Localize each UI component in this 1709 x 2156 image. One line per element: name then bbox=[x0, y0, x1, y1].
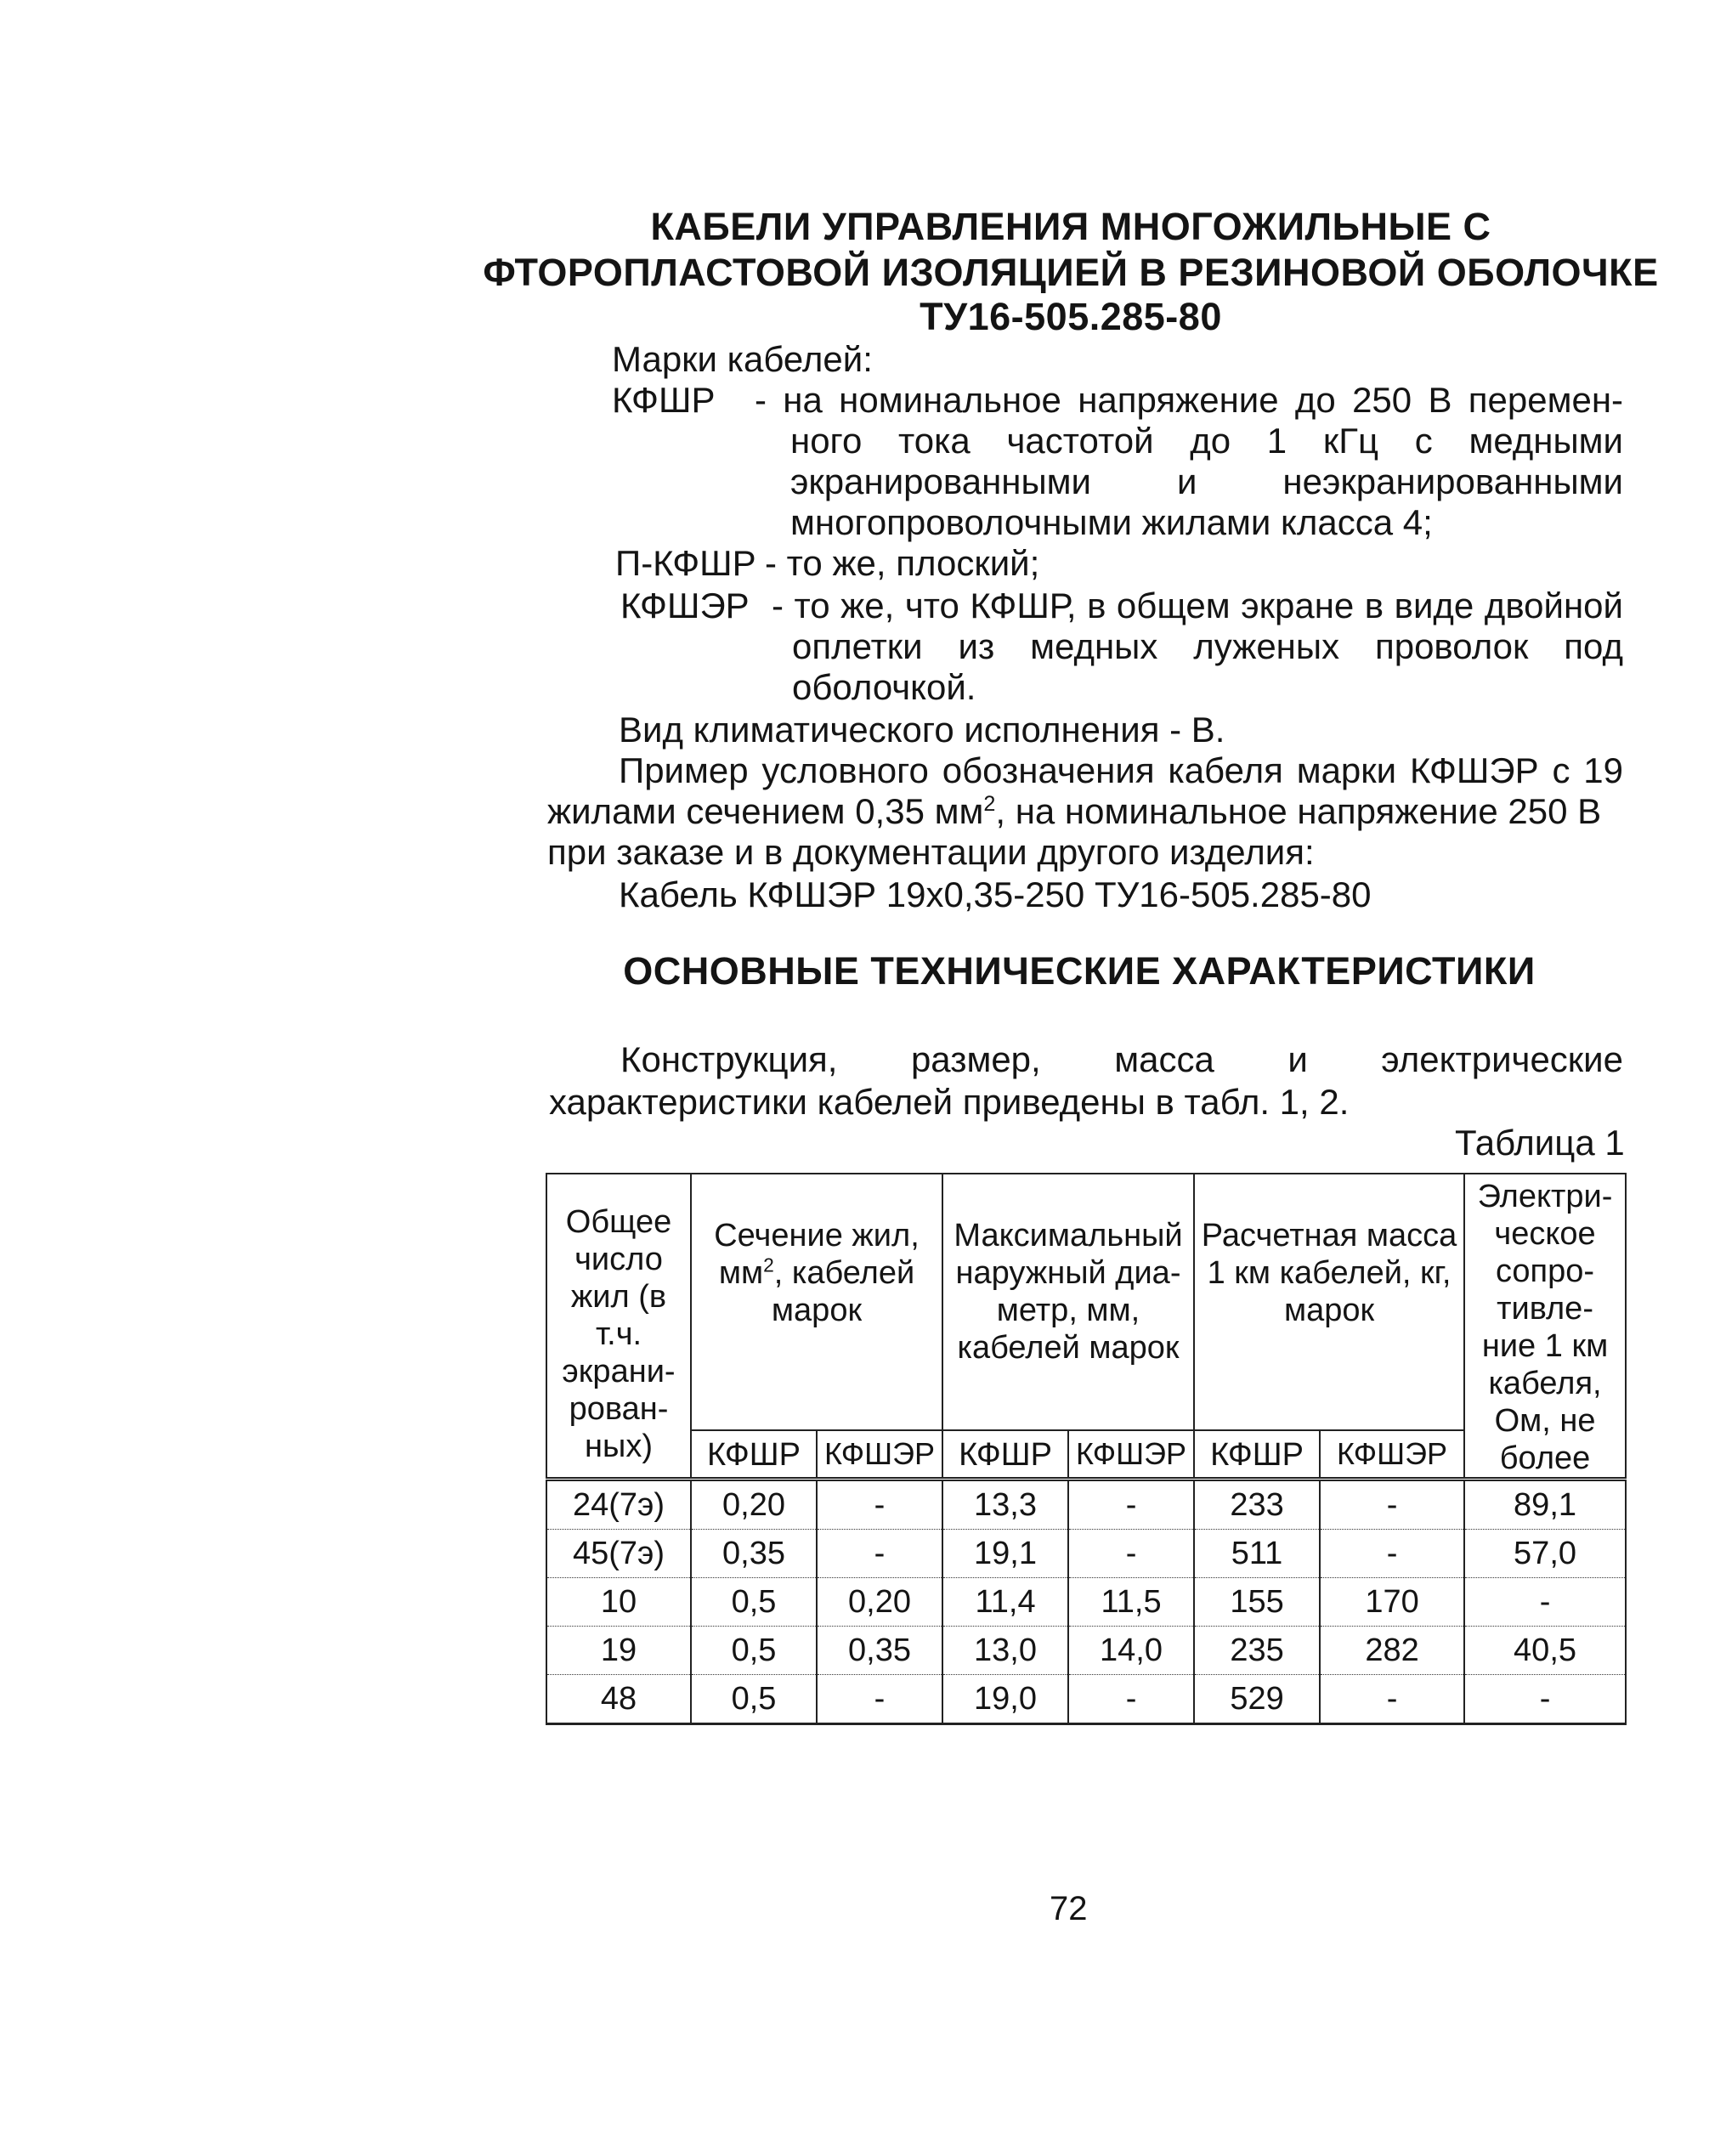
table-cell: 13,3 bbox=[942, 1480, 1068, 1530]
table-row bbox=[546, 1578, 1626, 1627]
table-cell: - bbox=[1068, 1675, 1194, 1724]
example-designation: Кабель КФШЭР 19х0,35-250 ТУ16-505.285-80 bbox=[619, 874, 1372, 914]
table-cell: 48 bbox=[546, 1675, 691, 1724]
table-cell: 235 bbox=[1194, 1627, 1320, 1675]
table-cell: - bbox=[817, 1480, 942, 1530]
brand-mark-kfshr: КФШР bbox=[612, 380, 716, 420]
table-cell: 40,5 bbox=[1464, 1627, 1626, 1675]
header-core-count: Общее число жил (в т.ч. экрани-рован-ных) bbox=[546, 1174, 691, 1480]
example-line-2-text: жилами сечением 0,35 мм bbox=[547, 791, 984, 831]
page-number: 72 bbox=[1050, 1890, 1088, 1927]
table-cell: 0,35 bbox=[817, 1627, 942, 1675]
table-cell: - bbox=[1464, 1675, 1626, 1724]
header-text: Сечение жил, мм bbox=[714, 1218, 920, 1291]
subheader-kfshr: КФШР bbox=[942, 1430, 1068, 1480]
table-cell: 0,5 bbox=[691, 1627, 817, 1675]
subheader-kfsher: КФШЭР bbox=[1320, 1430, 1464, 1480]
table-cell: 19 bbox=[546, 1627, 691, 1675]
intro-line-1: Конструкция, размер, масса и электрические bbox=[620, 1039, 1623, 1079]
brand-mark-p-kfshr: П-КФШР bbox=[615, 543, 756, 583]
example-line-2-text: , на номинальное напряжение 250 В bbox=[995, 791, 1602, 831]
header-resistance: Электри-ческое сопро-тивле-ние 1 км кабеля, Ом, не более bbox=[1464, 1174, 1626, 1480]
climate-version: Вид климатического исполнения - В. bbox=[619, 710, 1225, 750]
table-cell: - bbox=[1320, 1675, 1464, 1724]
brands-label: Марки кабелей: bbox=[612, 339, 873, 379]
table-cell: - bbox=[1068, 1480, 1194, 1530]
table-cell: 529 bbox=[1194, 1675, 1320, 1724]
table-cell: 10 bbox=[546, 1578, 691, 1627]
table-cell: 45(7э) bbox=[546, 1530, 691, 1578]
table-row bbox=[546, 1675, 1626, 1724]
brand-desc-line: - на номинальное напряжение до 250 В перемен- bbox=[755, 380, 1623, 420]
table-cell: 13,0 bbox=[942, 1627, 1068, 1675]
table-cell: 19,1 bbox=[942, 1530, 1068, 1578]
header-mass: Расчетная масса 1 км кабелей, кг, марок bbox=[1194, 1174, 1464, 1430]
table-cell: 14,0 bbox=[1068, 1627, 1194, 1675]
table-cell: - bbox=[1464, 1578, 1626, 1627]
table-cell: - bbox=[1068, 1530, 1194, 1578]
subheader-kfsher: КФШЭР bbox=[1068, 1430, 1194, 1480]
table-cell: 89,1 bbox=[1464, 1480, 1626, 1530]
brand-desc-line: экранированными и неэкранированными bbox=[790, 461, 1623, 501]
table-cell: 0,5 bbox=[691, 1675, 817, 1724]
header-text: , кабелей марок bbox=[771, 1255, 915, 1328]
brand-desc-line: оплетки из медных луженых проволок под bbox=[792, 626, 1623, 666]
document-title-line-1: КАБЕЛИ УПРАВЛЕНИЯ МНОГОЖИЛЬНЫЕ С bbox=[650, 205, 1491, 248]
example-line-2 bbox=[547, 790, 1623, 833]
intro-line-2: характеристики кабелей приведены в табл. 1, 2. bbox=[549, 1082, 1350, 1122]
header-max-diameter: Максимальный наружный диа-метр, мм, кабелей марок bbox=[942, 1174, 1194, 1430]
superscript: 2 bbox=[983, 792, 996, 816]
subheader-kfshr: КФШР bbox=[1194, 1430, 1320, 1480]
table-cell: - bbox=[1320, 1480, 1464, 1530]
table-cell: - bbox=[817, 1530, 942, 1578]
brand-desc-line: - то же, что КФШР, в общем экране в виде двойной bbox=[772, 586, 1623, 625]
table-row bbox=[546, 1480, 1626, 1530]
subheader-kfshr: КФШР bbox=[691, 1430, 817, 1480]
table-cell: 0,35 bbox=[691, 1530, 817, 1578]
table-cell: 170 bbox=[1320, 1578, 1464, 1627]
brand-desc-line: ного тока частотой до 1 кГц с медными bbox=[790, 421, 1623, 461]
table-cell: - bbox=[817, 1675, 942, 1724]
example-line-1: Пример условного обозначения кабеля марки КФШЭР с 19 bbox=[619, 750, 1623, 790]
table-row bbox=[546, 1530, 1626, 1578]
brand-mark-kfsher: КФШЭР bbox=[620, 586, 750, 625]
table-row bbox=[546, 1627, 1626, 1675]
table-cell: 11,5 bbox=[1068, 1578, 1194, 1627]
table-cell: - bbox=[1320, 1530, 1464, 1578]
table-cell: 19,0 bbox=[942, 1675, 1068, 1724]
table-cell: 0,5 bbox=[691, 1578, 817, 1627]
header-cross-section bbox=[691, 1174, 942, 1430]
section-title: ОСНОВНЫЕ ТЕХНИЧЕСКИЕ ХАРАКТЕРИСТИКИ bbox=[623, 949, 1536, 993]
table-label: Таблица 1 bbox=[1455, 1123, 1625, 1163]
table-cell: 57,0 bbox=[1464, 1530, 1626, 1578]
table-cell: 282 bbox=[1320, 1627, 1464, 1675]
brand-desc-line: - то же, плоский; bbox=[765, 543, 1040, 583]
brand-desc-line: многопроволочными жилами класса 4; bbox=[790, 502, 1433, 542]
table-cell: 0,20 bbox=[817, 1578, 942, 1627]
table-cell: 0,20 bbox=[691, 1480, 817, 1530]
subheader-kfsher: КФШЭР bbox=[817, 1430, 942, 1480]
example-line-3: при заказе и в документации другого изделия: bbox=[547, 832, 1315, 872]
document-spec-number: ТУ16-505.285-80 bbox=[920, 295, 1222, 338]
table-cell: 511 bbox=[1194, 1530, 1320, 1578]
cable-characteristics-table bbox=[546, 1173, 1627, 1725]
table-cell: 233 bbox=[1194, 1480, 1320, 1530]
brand-desc-line: оболочкой. bbox=[792, 667, 976, 707]
document-title-line-2: ФТОРОПЛАСТОВОЙ ИЗОЛЯЦИЕЙ В РЕЗИНОВОЙ ОБОЛОЧКЕ bbox=[483, 251, 1659, 294]
table-cell: 24(7э) bbox=[546, 1480, 691, 1530]
superscript: 2 bbox=[763, 1253, 774, 1276]
table-cell: 11,4 bbox=[942, 1578, 1068, 1627]
table-cell: 155 bbox=[1194, 1578, 1320, 1627]
